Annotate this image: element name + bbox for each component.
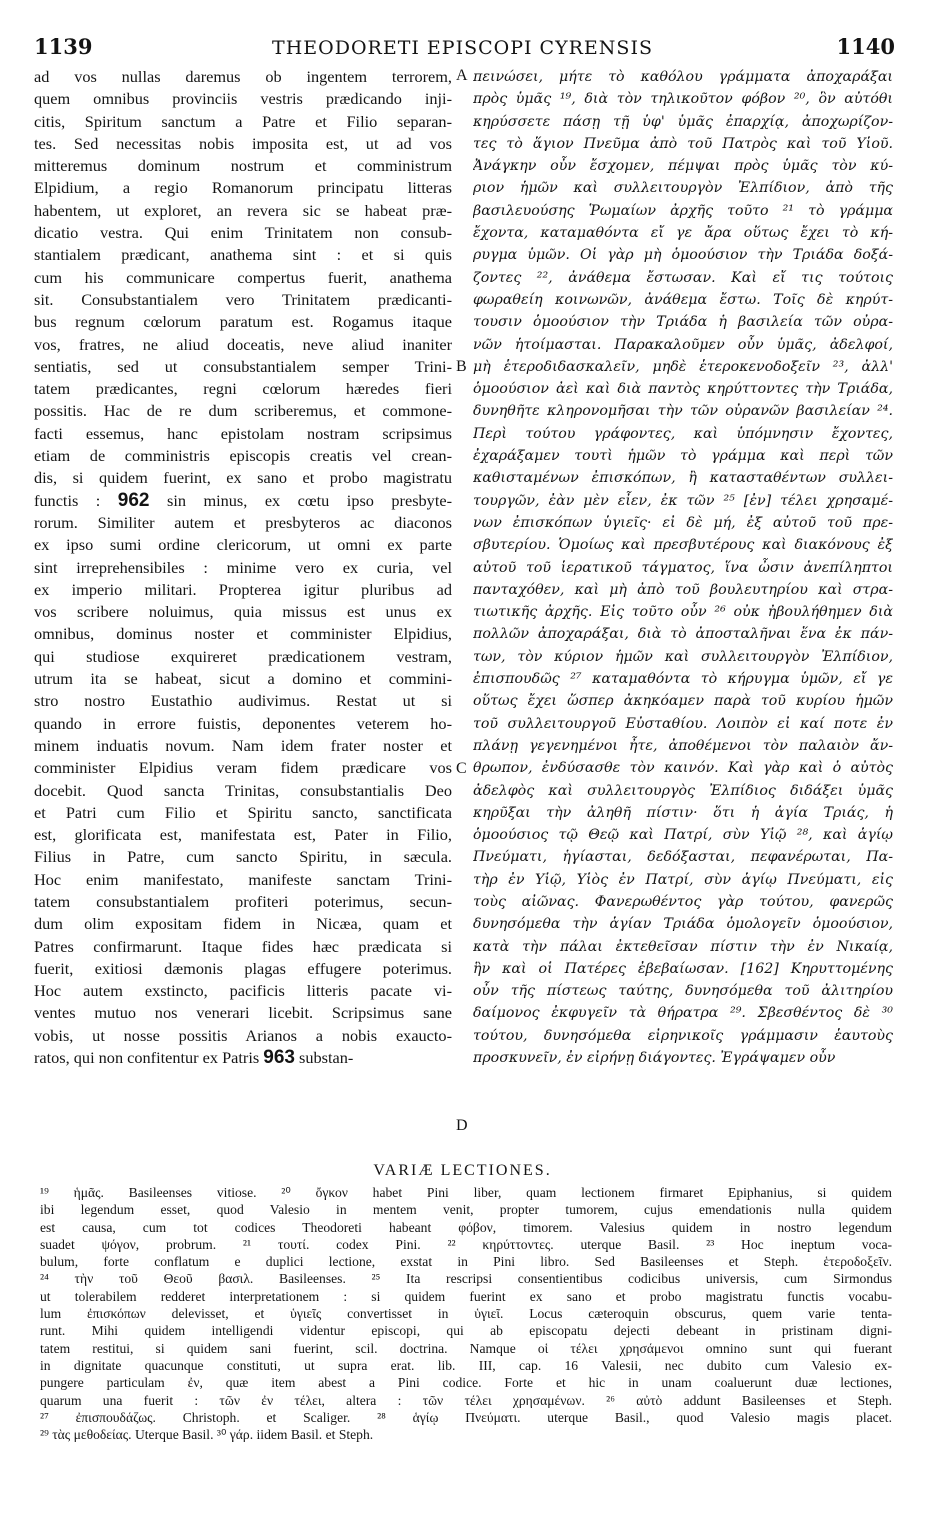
section-marker-a: A <box>456 67 468 84</box>
text-line: κηρύσσετε πάσῃ τῇ ὑφ' ὑμᾶς ἐπαρχίᾳ, ἀποχωρίζον- <box>473 113 893 130</box>
text-line: ἐχαράξαμεν τουτὶ ἡμῶν τὸ γράμμα καὶ περὶ τῶν <box>473 448 893 465</box>
text-line: ventes mutuo nos venerari licebit. Scripsimus sane <box>34 1003 452 1023</box>
section-marker-b: B <box>456 358 467 375</box>
latin-column <box>34 66 452 1069</box>
text-line: τοὺς αἰῶνας. Φανερωθέντος γὰρ τούτου, φανερῶς <box>473 893 893 910</box>
text-line: νων ἐπισκόπων ὑγιεῖς· εἰ δὲ μή, ἐξ αὐτοῦ τοῦ πρε- <box>473 514 893 531</box>
text-line: τες τὸ ἅγιον Πνεῦμα ἀπὸ τοῦ Πατρὸς καὶ τοῦ Υἱοῦ. <box>473 135 893 152</box>
text-line: ex ipso sumi ordine clericorum, ut omni ex parte <box>34 535 452 555</box>
text-line: κηρῦξαι τὴν ἀληθῆ πίστιν· ὅτι ἡ ἁγία Τριάς, ἡ <box>473 804 893 821</box>
text-line: dicatio vestra. Qui enim Trinitatem non consub- <box>34 223 452 243</box>
text-line: vobis, ut nosse possitis Arianos a nobis exaucto- <box>34 1025 452 1045</box>
text-line: utrum ita se habeat, sicut a domino et commini- <box>34 669 452 689</box>
text-line: possitis. Hac de re dum scriberemus, et commone- <box>34 401 452 421</box>
text-line: fuerit, exitiosi dæmonis plagas effugere poterimus. <box>34 958 452 978</box>
text-line: quarum una fuerit : τῶν ἐν τέλει, altera : τῶν τέλει χρησαμένων. ²⁶ αὐτὸ addunt Basileenses et Steph. <box>40 1392 892 1408</box>
text-line: ἣν καὶ οἱ Πατέρες ἐβεβαίωσαν. [162] Κηρυττομένης <box>473 960 893 977</box>
text-line: Ἀνάγκην οὖν ἔσχομεν, πέμψαι πρὸς ὑμᾶς τὸν κύ- <box>473 158 893 175</box>
text-line: sentiatis, sed ut consubstantialem semper Trini- <box>34 356 452 376</box>
text-line: τὴρ ἐν Υἱῷ, Υἱὸς ἐν Πατρί, σὺν ἁγίῳ Πνεύματι, εἰς <box>473 871 893 888</box>
text-line: mitteremus dominum nostrum et comministrum <box>34 156 452 176</box>
text-line: tatem restitui, si quidem sani fuerint, scil. doctrina. Namque οἱ τέλει χρησάμενοι omnino sunt qui fuerant <box>40 1340 892 1356</box>
text-line: est causa, cum tot codices Theodoreti habeant φόβον, timorem. Valesius quidem in nostro legendum <box>40 1219 892 1235</box>
text-line: Hoc enim manifestato, manifeste sanctam Trini- <box>34 869 452 889</box>
text-line: δυνησόμεθα τὴν ἁγίαν Τριάδα ὁμολογεῖν ὁμοούσιον, <box>473 916 893 933</box>
text-line: πρὸς ὑμᾶς ¹⁹, διὰ τὸν τηλικοῦτον φόβον ²⁰, ὃν αὐτόθι <box>473 91 893 108</box>
text-line: φωραθείη κοινωνῶν, ἀνάθεμα ἔστω. Τοῖς δὲ κηρύτ- <box>473 291 893 308</box>
text-line: vos, fratres, ne aliud doceatis, neve aliud inaniter <box>34 334 452 354</box>
text-line: bus regnum cœlorum paratum est. Rogamus itaque <box>34 312 452 332</box>
text-line: ratos, qui non confitentur ex Patris 963 substan- <box>34 1047 354 1069</box>
text-line: τούτου, δυνησόμεθα εἰρηνικοῖς γράμμασιν ἑαυτοὺς <box>473 1027 893 1044</box>
text-line: sit. Consubstantialem vero Trinitatem prædicanti- <box>34 289 452 309</box>
text-line: ἐπισπουδῶς ²⁷ καταμαθόντα τὸ κήρυγμα ὑμῶν, εἴ γε <box>473 671 893 688</box>
text-line: ὁμοούσιον ἀεὶ καὶ διὰ παντὸς κηρύττοντες τὴν Τριάδα, <box>473 381 893 398</box>
text-line: νῶν ἡτοίμασται. Παρακαλοῦμεν οὖν ὑμᾶς, ἀδελφοί, <box>473 336 893 353</box>
text-line: ²⁴ τὴν τοῦ Θεοῦ βασιλ. Basileenses. ²⁵ Ita rescripsi consentientibus codicibus universis, cum Sirmondus <box>40 1271 892 1287</box>
variae-lectiones-notes <box>40 1184 892 1443</box>
text-line: ¹⁹ ἡμᾶς. Basileenses vitiose. ²⁰ ὄγκον habet Pini liber, quam lectionem firmaret Epiphanius, si quidem <box>40 1185 892 1200</box>
text-line: tatem prædicantes, regni cœlorum hæredes fieri <box>34 379 452 399</box>
text-line: πανταχόθεν, καὶ μὴ ἀπὸ τοῦ βουλευτηρίου καὶ στρα- <box>473 581 893 598</box>
text-line: ad vos nullas daremus ob ingentem terrorem, <box>34 67 452 86</box>
text-line: docebit. Quod sancta Trinitas, consubstantialis Deo <box>34 780 452 800</box>
text-line: etiam de comministris episcopis creatis vel crean- <box>34 446 452 466</box>
text-line: citis, Spiritum sanctum a Patre et Filio separan- <box>34 111 452 131</box>
text-line: comminister Elpidius veram fidem prædicare vos <box>34 758 452 778</box>
text-line: προσκυνεῖν, ἐν εἰρήνῃ διάγοντες. Ἐγράψαμεν οὖν <box>473 1050 836 1067</box>
column-number-right: 1140 <box>836 34 895 59</box>
text-line: cum his communicare compertus fuerit, anathema <box>34 267 452 287</box>
text-line: ut tolerabilem redderet interpretationem : si quidem fuerint ex sano et probo magistratu functis vocabu- <box>40 1288 892 1304</box>
section-marker-c: C <box>456 760 467 777</box>
text-line: dis, si quidem fuerint, ex sano et probo magistratu <box>34 468 452 488</box>
text-line: ρυγμα ὑμῶν. Οἱ γὰρ μὴ ὁμοούσιον τὴν Τριάδα δοξά- <box>473 247 893 264</box>
text-line: in dignitate quacunque constituti, ut supra erat. lib. III, cap. 16 Valesii, nec dubito cum Valesio ex- <box>40 1357 892 1373</box>
text-line: οὖν τῆς πίστεως ταύτης, δυνησόμεθα τοῦ ἀλιτηρίου <box>473 983 893 1000</box>
greek-column <box>473 66 893 1069</box>
text-line: κατὰ τὴν πάλαι ἐκτεθεῖσαν πίστιν τὴν ἐν Νικαίᾳ, <box>473 938 893 955</box>
text-line: Elpidium, a regio Romanorum principatu litteras <box>34 178 452 198</box>
text-line: Περὶ τούτου γράφοντες, καὶ ὑπόμνησιν ἔχοντες, <box>473 425 893 442</box>
text-line: δυνηθῆτε κληρονομῆσαι τὴν τῶν οὐρανῶν βασιλείαν ²⁴. <box>473 403 893 420</box>
text-line: tatem consubstantialem profiteri poterimus, secun- <box>34 891 452 911</box>
text-line: Hoc autem exstincto, pacificis litteris pacate vi- <box>34 981 452 1001</box>
text-line: stantialem prædicant, anathema sint : et si quis <box>34 245 452 265</box>
column-number-inline: 963 <box>263 1047 295 1069</box>
variae-lectiones-title: VARIÆ LECTIONES. <box>373 1162 552 1179</box>
text-line: αὐτοῦ τοῦ ἱερατικοῦ τάγματος, ἵνα ὦσιν ἀνεπίληπτοι <box>473 559 893 576</box>
text-line: θρωπον, ἐνδύσασθε τὸν καινόν. Καὶ γὰρ καὶ ὁ αὐτὸς <box>473 760 893 777</box>
text-line: Filius in Patre, cum sancto Spiritu, in sæcula. <box>34 847 452 867</box>
text-line: vos scribere noluimus, quia missus est unus ex <box>34 602 452 622</box>
text-line: τουσιν ὁμοούσιον τὴν Τριάδα ἡ βασιλεία τῶν οὐρα- <box>473 314 893 331</box>
text-line: minem induatis novum. Nam idem frater noster et <box>34 735 452 755</box>
text-line: των, τὸν κύριον ἡμῶν καὶ συλλειτουργὸν Ἐλπίδιον, <box>473 648 893 665</box>
text-line: ἀδελφὸς καὶ συλλειτουργὸς Ἐλπίδιος διδάξει ὑμᾶς <box>473 782 893 799</box>
text-line: οὕτως ἔχει ὥσπερ ἀκηκόαμεν παρὰ τοῦ κυρίου ἡμῶν <box>473 693 893 710</box>
text-line: καθισταμένων ἐπισκόπων, ἢ κατασταθέντων συλλει- <box>473 470 893 487</box>
text-line: ²⁷ ἐπισπουδάζως. Christoph. et Scaliger. ²⁸ ἁγίῳ Πνεύματι. uterque Basil., quod Valesio magis placet. <box>40 1409 892 1425</box>
text-line: πλάνῃ γεγενημένοι ἦτε, ἀποθέμενοι τὸν παλαιὸν ἄν- <box>473 737 893 754</box>
text-line: et Patri cum Filio et Spiritu sancto, sanctificata <box>34 802 452 822</box>
text-line: habentem, ut exploret, an revera sic se habeat præ- <box>34 200 452 220</box>
text-line: Πνεύματι, ἡγίασται, δεδόξασται, πεφανέρωται, Πα- <box>473 849 893 866</box>
text-line: δαίμονος ἐκφυγεῖν τὰ θήρατρα ²⁹. Σβεσθέντος δὲ ³⁰ <box>473 1005 893 1022</box>
text-line: ριον ἡμῶν καὶ συλλειτουργὸν Ἐλπίδιον, ἀπὸ τῆς <box>473 180 893 197</box>
text-line: facti essemus, hanc epistolam nostram scripsimus <box>34 423 452 443</box>
text-line: rorum. Similiter autem et presbyteros ac diaconos <box>34 512 452 532</box>
column-number-left: 1139 <box>34 34 93 59</box>
running-title: THEODORETI EPISCOPI CYRENSIS <box>272 37 653 59</box>
text-line: suadet ψόγον, probrum. ²¹ τουτί. codex Pini. ²² κηρύττοντες. uterque Basil. ²³ Hoc ineptum voca- <box>40 1236 892 1252</box>
text-line: runt. Mihi quidem intelligendi videntur episcopi, qui ab episcopatu dejecti debeant in pristinam digni- <box>40 1323 892 1339</box>
text-line: μὴ ἑτεροδιδασκαλεῖν, μηδὲ ἑτεροκενοδοξεῖν ²³, ἀλλ' <box>473 358 893 375</box>
text-line: est, glorificata est, manifestata est, Pater in Filio, <box>34 825 452 845</box>
column-number-inline: 962 <box>117 489 150 511</box>
text-line: tes. Sed necessitas nobis imposita est, ut ad vos <box>34 133 452 153</box>
text-line: quando in errore fuistis, deponentes veterem ho- <box>34 713 452 733</box>
text-line: ζοντες ²², ἀνάθεμα ἔστωσαν. Καὶ εἴ τις τούτοις <box>473 269 893 286</box>
text-line: ἔχοντα, καταμαθόντα εἴ γε ἄρα οὕτως ἔχει τὸ κή- <box>473 225 893 242</box>
text-line: ex imperio militari. Propterea igitur pluribus ad <box>34 579 452 599</box>
text-line: σβυτερίου. Ὁμοίως καὶ πρεσβυτέρους καὶ διακόνους ἐξ <box>473 537 893 554</box>
text-line: qui studiose exquireret prædicationem vestram, <box>34 646 452 666</box>
text-line: Patres confirmarunt. Itaque fides hæc prædicata si <box>34 936 452 956</box>
text-line: ²⁹ τὰς μεθοδείας. Uterque Basil. ³⁰ γάρ. iidem Basil. et Steph. <box>40 1427 374 1443</box>
text-line: omnibus, dominus noster et comminister Elpidius, <box>34 624 452 644</box>
text-line: lum ἐπισκόπων delevisset, et ὑγιεῖς convertisset in ὑγιεῖ. Locus cæteroquin obscurus, quem varie tenta- <box>40 1306 892 1322</box>
text-line: τιωτικῆς ἀρχῆς. Εἰς τοῦτο οὖν ²⁶ οὐκ ἠβουλήθημεν διὰ <box>473 604 893 621</box>
text-line: stro nostro Eustathio audivimus. Restat ut si <box>34 691 452 711</box>
text-line: πεινώσει, μήτε τὸ καθόλου γράμματα ἀποχαράξαι <box>473 69 893 85</box>
text-line: πολλῶν ἀποχαράξαι, διὰ τὸ ἀποσταλῆναι ἕνα ἐκ πάν- <box>473 626 893 643</box>
text-line: ὁμοούσιος τῷ Θεῷ καὶ Πατρί, σὺν Υἱῷ ²⁸, καὶ ἁγίῳ <box>473 827 893 844</box>
text-line: pungere particulam ἐν, quæ item abest a Pini codice. Forte et hic in unam coaluerunt duæ lectiones, <box>40 1375 892 1391</box>
text-line: bulum, forte conflatum e duplici lectione, exstat in Pini libro. Sed Basileenses et Steph. ἑτεροδοξεῖν. <box>40 1254 892 1270</box>
text-line: dum olim expositam fidem in Nicæa, quam et <box>34 914 452 934</box>
text-line: τουργῶν, ἐὰν μὲν εἶεν, ἐκ τῶν ²⁵ [ἐν] τέλει χρησαμέ- <box>473 492 893 509</box>
text-line: sint irreprehensibiles : minime vero ex curia, vel <box>34 557 452 577</box>
text-line: βασιλευούσης Ῥωμαίων ἀρχῆς τοῦτο ²¹ τὸ γράμμα <box>473 202 893 219</box>
section-marker-d: D <box>456 1117 468 1134</box>
text-line: functis : 962 sin minus, ex cœtu ipso presbyte- <box>34 489 452 511</box>
text-line: τοῦ συλλειτουργοῦ Εὐσταθίου. Λοιπὸν εἰ καί ποτε ἐν <box>473 715 893 732</box>
text-line: ibi legendum esset, quod Valesio in mentem venit, propter tumorem, cujus emendationis nulla quidem <box>40 1202 892 1218</box>
text-line: quem omnibus provinciis vestris prædicando inji- <box>34 89 452 109</box>
